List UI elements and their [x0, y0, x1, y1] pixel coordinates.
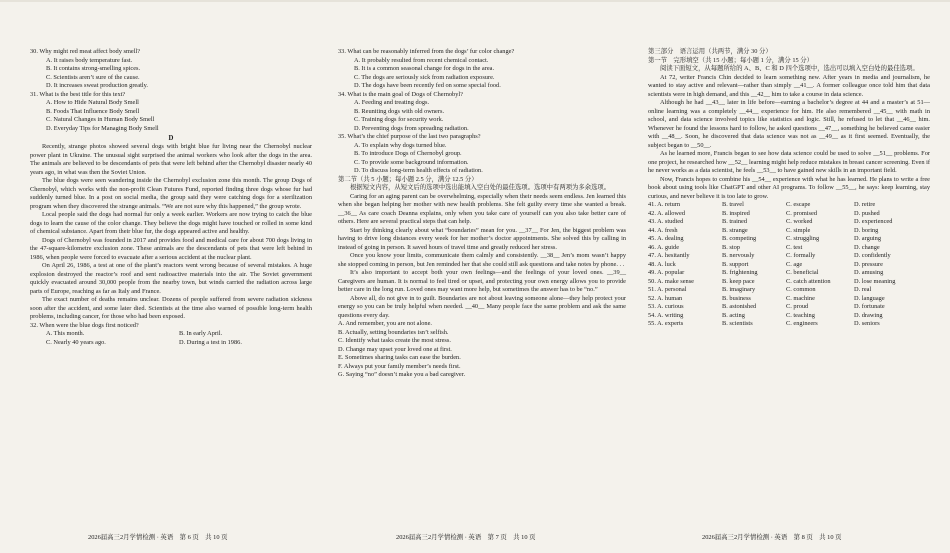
cloze-option: 53. A. curious [648, 303, 684, 310]
cloze-option: C. formally [786, 252, 816, 259]
cloze-option: C. simple [786, 226, 811, 234]
section-1-instructions: 阅读下面短文，从每题所给的 A、B、C 和 D 四个选项中，选出可以填入空白处的最佳选项。 [660, 65, 919, 72]
seven-choice-option: D. Change may upset your loved one at first. [338, 345, 452, 353]
passage-paragraph: Above all, do not give in to guilt. Boundaries are not about leaving someone alone—they help protect your energy so you can be truly helpful when needed. __40__ Many people face the same problem and ask the same questions every day. [338, 294, 626, 319]
cloze-option: D. language [854, 294, 885, 302]
cloze-option: B. business [722, 294, 751, 302]
cloze-paragraph: Now, Francis hopes to combine his __54__ experience with what he has learned. He plans to write a free book about using tools like ChatGPT and other AI programs. To follow __55__, he says: keep learning, stay curious, and never believe it is too late to grow. [648, 175, 930, 200]
page-footer: 2026届高三2月学情检测 · 英语 第 6 页 共 10 页 [88, 534, 228, 541]
cloze-option: B. stop [722, 243, 740, 251]
cloze-option: D. change [854, 243, 880, 251]
option: D. To discuss long-term health effects of radiation. [354, 167, 483, 174]
cloze-option: 45. A. dealing [648, 235, 684, 242]
question-34: 34. What is the main goal of Dogs of Chernobyl? [338, 90, 463, 98]
cloze-option: D. pressure [854, 260, 883, 268]
cloze-option: B. scientists [722, 320, 753, 327]
option: D. The dogs have been recently fed on some special food. [354, 82, 501, 89]
question-32-options [46, 330, 312, 347]
cloze-option: B. travel [722, 201, 744, 208]
question-31: 31. What is the best title for this text? [30, 90, 126, 98]
option: C. Nearly 40 years ago. [46, 338, 106, 346]
option: C. To provide some background information. [354, 158, 469, 166]
cloze-options-grid [648, 201, 930, 329]
question-35: 35. What’s the chief purpose of the last two paragraphs? [338, 133, 481, 140]
scan-edge [0, 0, 950, 2]
cloze-option: 44. A. fresh [648, 226, 678, 234]
cloze-option: C. escape [786, 201, 811, 208]
cloze-option: B. competing [722, 235, 757, 242]
option: A. It raises body temperature fast. [46, 56, 133, 64]
passage-paragraph: Local people said the dogs had normal fur only a week earlier. Workers are now trying to catch the blue dogs to learn the cause of the color change. They believe the dogs might have touched or rolled in some kind of chemical substance. Apart from their blue fur, the dogs appeared active and healthy. [30, 211, 312, 236]
option: B. In early April. [179, 330, 223, 338]
option: D. During a test in 1986. [179, 338, 242, 346]
cloze-option: 51. A. personal [648, 286, 687, 293]
cloze-option: D. seniors [854, 320, 880, 327]
option: D. Everyday Tips for Managing Body Smell [46, 124, 159, 132]
cloze-option: 41. A. return [648, 201, 681, 208]
cloze-option: B. support [722, 260, 749, 268]
option: D. It increases sweat production greatly. [46, 82, 148, 89]
question-30: 30. Why might red meat affect body smell? [30, 48, 141, 55]
passage-paragraph: It’s also important to accept both your own feelings—and the feelings of your loved ones. __39__ Caregivers are human. It is normal to feel tired or upset, and protecting your own energy allows you to provide better care in the long run. Loved ones may want more help, but sometimes the answer has to be “no.” [338, 269, 626, 293]
option: C. The dogs are seriously sick from radiation exposure. [354, 73, 495, 81]
cloze-option: B. imaginary [722, 286, 756, 293]
section-2-instructions: 根据短文内容，从短文后的选项中选出能填入空白处的最佳选项。选项中有两项为多余选项。 [350, 184, 611, 191]
cloze-option: C. test [786, 243, 803, 251]
cloze-option: B. strange [722, 226, 748, 234]
cloze-option: C. promised [786, 209, 818, 217]
cloze-paragraph: At 72, writer Francis Chin decided to learn something new. After years in media and journalism, he wanted to stay active and relevant—rather than simply __41__. A former colleague once told him that data scientists were in high demand, and this __42__ him to take a course in data science. [648, 73, 930, 98]
passage-paragraph: Start by thinking clearly about what “boundaries” mean for you. __37__ For Jen, the biggest problem was having to drive long distances every week for her mother’s doctor appointments. She solved this by calling in instead of going in person. It saved hours of travel time and greatly reduced her stress. [338, 226, 626, 251]
passage-paragraph: Dogs of Chernobyl was founded in 2017 and provides food and medical care for about 700 dogs living in the 47-square-kilometre exclusion zone. These animals are the descendants of pets that were left behind in 1986, when people were forced to evacuate after a serious accident at the nuclear plant. [30, 236, 312, 261]
cloze-option: 48. A. luck [648, 260, 676, 268]
passage-paragraph: The exact number of deaths remains unclear. Dozens of people suffered from severe radiation sickness soon after the accident, and some later died. Scientists at the time also warned of possible long-term health problems, including cancer, for those who had been exposed. [30, 296, 312, 321]
passage-d-heading: D [168, 135, 174, 142]
option: C. Natural Changes in Human Body Smell [46, 116, 155, 123]
cloze-option: 49. A. popular [648, 269, 685, 276]
cloze-option: D. drawing [854, 311, 883, 319]
option: B. To introduce Dogs of Chernobyl group. [354, 150, 462, 157]
cloze-paragraph: Although he had __43__ later in life before—earning a bachelor’s degree at 44 and a master’s at 51—online learning was a completely __44__ experience for him. He also remembered __45__ with math in school, and data science involved topics like statistics and logic. Still, he refused to let that __46__ him. Whenever he found the lessons hard to follow, he asked questions __47__, something he believed came easier with __48__. Soon, he discovered that data science was not as __49__ as it first seemed. Eventually, the subject began to __50__. [648, 99, 930, 149]
cloze-option: C. teaching [786, 311, 815, 319]
passage-paragraph: Caring for an aging parent can be overwhelming, especially when their needs seem endless. Jen learned this when she began helping her mother with new health problems. She felt guilty every time she wanted a break. __36__ As care coach Deanna explains, only when you take care of yourself can you also take better care of others. Here are several practical steps that can help. [338, 192, 626, 225]
cloze-option: D. confidently [854, 252, 891, 259]
option: C. Scientists aren’t sure of the cause. [46, 73, 140, 81]
cloze-option: D. pushed [854, 209, 880, 217]
cloze-option: 54. A. writing [648, 311, 684, 319]
section-2-title: 第二节（共 5 小题；每小题 2.5 分，满分 12.5 分） [338, 175, 478, 183]
page-6 [30, 48, 312, 347]
option: B. It is a common seasonal change for dogs in the area. [354, 65, 495, 72]
option: C. Training dogs for security work. [354, 116, 444, 123]
cloze-option: 52. A. human [648, 294, 683, 302]
question-33: 33. What can be reasonably inferred from the dogs’ fur color change? [338, 48, 515, 55]
page-8 [648, 48, 930, 329]
option: A. Feeding and treating dogs. [354, 99, 430, 106]
option: B. Foods That Influence Body Smell [46, 107, 140, 115]
passage-paragraph: The blue dogs were seen wandering inside the Chernobyl exclusion zone this month. The group Dogs of Chernobyl, which works with the non-profit Clean Futures Fund, reported finding three dogs whose fur had suddenly turned blue. In a post on social media, the group said they were catching dogs for a sterilization program when they discovered the strange animals. “We are not sure why this happened,” the group wrote. [30, 177, 312, 210]
cloze-option: D. arguing [854, 235, 882, 242]
cloze-option: C. machine [786, 294, 815, 302]
cloze-option: B. nervously [722, 252, 755, 259]
option: B. Reuniting dogs with old owners. [354, 107, 445, 115]
cloze-option: B. frightening [722, 269, 758, 276]
part-3-title: 第三部分 语言运用（共两节，满分 30 分） [648, 48, 772, 55]
cloze-option: 46. A. guide [648, 243, 680, 251]
option: A. This month. [46, 330, 85, 338]
option: A. To explain why dogs turned blue. [354, 141, 447, 149]
passage-paragraph: On April 26, 1986, a test at one of the plant’s reactors went wrong because of several mistakes. A huge explosion destroyed the reactor’s roof and sent radioactive materials into the air. The Soviet government quickly evacuated around 30,000 people from the nearby town, but winds carried the radiation across large parts of Europe, reaching as far as Italy and France. [30, 262, 312, 295]
cloze-option: 43. A. studied [648, 218, 684, 225]
cloze-option: 55. A. experts [648, 320, 684, 327]
option: B. It contains strong-smelling spices. [46, 65, 141, 72]
cloze-paragraph: As he learned more, Francis began to see how data science could be used to solve __51__ problems. For one project, he researched how __52__ learning might help reduce mistakes in breast cancer screening. Even if he never works as a data scientist, he feels __53__ to have gained new skills in an important field. [648, 150, 930, 174]
cloze-option: C. engineers [786, 320, 818, 327]
cloze-option: 42. A. allowed [648, 209, 685, 217]
seven-choice-option: G. Saying “no” doesn’t make you a bad caregiver. [338, 371, 466, 378]
seven-choice-option: B. Actually, setting boundaries isn’t selfish. [338, 328, 449, 336]
cloze-option: C. common [786, 286, 816, 293]
cloze-option: D. retire [854, 201, 876, 208]
passage-paragraph: Once you know your limits, communicate them calmly and consistently. __38__ Jen’s mom wasn’t happy she stopped coming in person, but Jen reminded her that she could still ask questions and take notes by phone. . . [338, 252, 626, 268]
page-footer: 2026届高三2月学情检测 · 英语 第 8 页 共 10 页 [702, 534, 842, 541]
cloze-option: D. boring [854, 226, 879, 234]
cloze-option: C. struggling [786, 235, 820, 242]
cloze-option: D. lose meaning [854, 277, 896, 285]
question-32: 32. When were the blue dogs first noticed? [30, 321, 139, 329]
cloze-option: D. real [854, 286, 872, 293]
cloze-option: C. proud [786, 303, 809, 310]
cloze-option: B. inspired [722, 209, 750, 217]
seven-choice-option: A. And remember, you are not alone. [338, 320, 432, 327]
option: A. How to Hide Natural Body Smell [46, 99, 139, 106]
cloze-option: B. astonished [722, 303, 757, 310]
seven-choice-option: F. Always put your family member’s needs first. [338, 362, 461, 370]
cloze-option: 50. A. make sense [648, 277, 694, 285]
cloze-option: B. trained [722, 218, 748, 225]
page-7 [338, 48, 626, 380]
seven-choice-option: E. Sometimes sharing tasks can ease the burden. [338, 354, 461, 361]
cloze-option: D. amusing [854, 269, 884, 276]
option: D. Preventing dogs from spreading radiation. [354, 124, 469, 132]
cloze-option: 47. A. hesitantly [648, 252, 690, 259]
cloze-option: C. age [786, 260, 803, 268]
section-1-title: 第一节 完形填空（共 15 小题；每小题 1 分，满分 15 分） [648, 56, 813, 64]
cloze-option: C. beneficial [786, 269, 819, 276]
seven-choice-option: C. Identify what tasks create the most stress. [338, 337, 451, 344]
cloze-option: D. fortunate [854, 303, 885, 310]
cloze-option: D. experienced [854, 218, 893, 225]
passage-paragraph: Recently, strange photos showed several dogs with bright blue fur living near the Chernobyl nuclear power plant in Ukraine. The unusual sight surprised the animal workers who look after the dogs in the area. The animals are believed to be descendants of pets that were left behind after the Chernobyl disaster nearly 40 years ago, in what was then the Soviet Union. [30, 143, 312, 176]
cloze-option: C. catch attention [786, 277, 831, 285]
cloze-option: C. worked [786, 218, 813, 225]
option: A. It probably resulted from recent chemical contact. [354, 56, 489, 64]
cloze-option: B. keep pace [722, 277, 755, 285]
page-footer: 2026届高三2月学情检测 · 英语 第 7 页 共 10 页 [396, 534, 536, 541]
cloze-option: B. acting [722, 311, 745, 319]
